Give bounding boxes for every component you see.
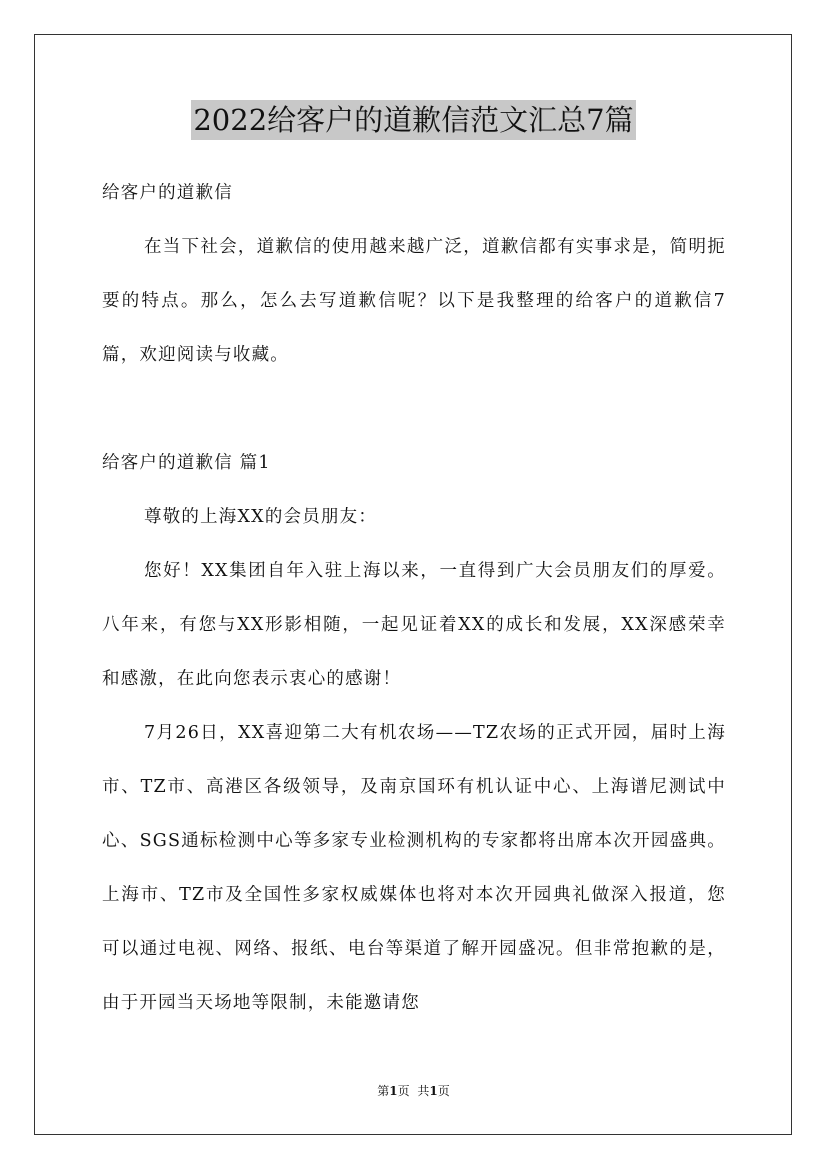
intro-paragraph: 在当下社会，道歉信的使用越来越广泛，道歉信都有实事求是，简明扼要的特点。那么，怎么去写道歉信呢？以下是我整理的给客户的道歉信7篇，欢迎阅读与收藏。 xyxy=(102,237,726,365)
page-prefix: 第 xyxy=(377,1084,390,1098)
salutation: 尊敬的上海XX的会员朋友： xyxy=(144,507,378,527)
document-title: 2022给客户的道歉信范文汇总7篇 xyxy=(191,100,635,140)
total-pages: 1 xyxy=(429,1084,438,1098)
page-number: 1 xyxy=(389,1084,398,1098)
total-prefix: 共 xyxy=(417,1084,430,1098)
intro-heading: 给客户的道歉信 xyxy=(102,183,233,203)
total-suffix: 页 xyxy=(437,1084,450,1098)
body-paragraph-2: 7月26日，XX喜迎第二大有机农场——TZ农场的正式开园，届时上海市、TZ市、高港区各级领导，及南京国环有机认证中心、上海谱尼测试中心、SGS通标检测中心等多家专业检测机构的专家都将出席本次开园盛典。上海市、TZ市及全国性多家权威媒体也将对本次开园典礼做深入报道，您可以通过电视、网络、报纸、电台等渠道了解开园盛况。但非常抱歉的是，由于开园当天场地等限制，未能邀请您 xyxy=(102,723,726,1013)
body-paragraph-1: 您好！XX集团自年入驻上海以来，一直得到广大会员朋友们的厚爱。八年来，有您与XX形影相随，一起见证着XX的成长和发展，XX深感荣幸和感激，在此向您表示衷心的感谢！ xyxy=(102,561,726,689)
page-suffix: 页 xyxy=(397,1084,410,1098)
section-heading: 给客户的道歉信 篇1 xyxy=(102,453,271,473)
page-footer xyxy=(0,1083,827,1099)
title-container xyxy=(0,100,827,140)
